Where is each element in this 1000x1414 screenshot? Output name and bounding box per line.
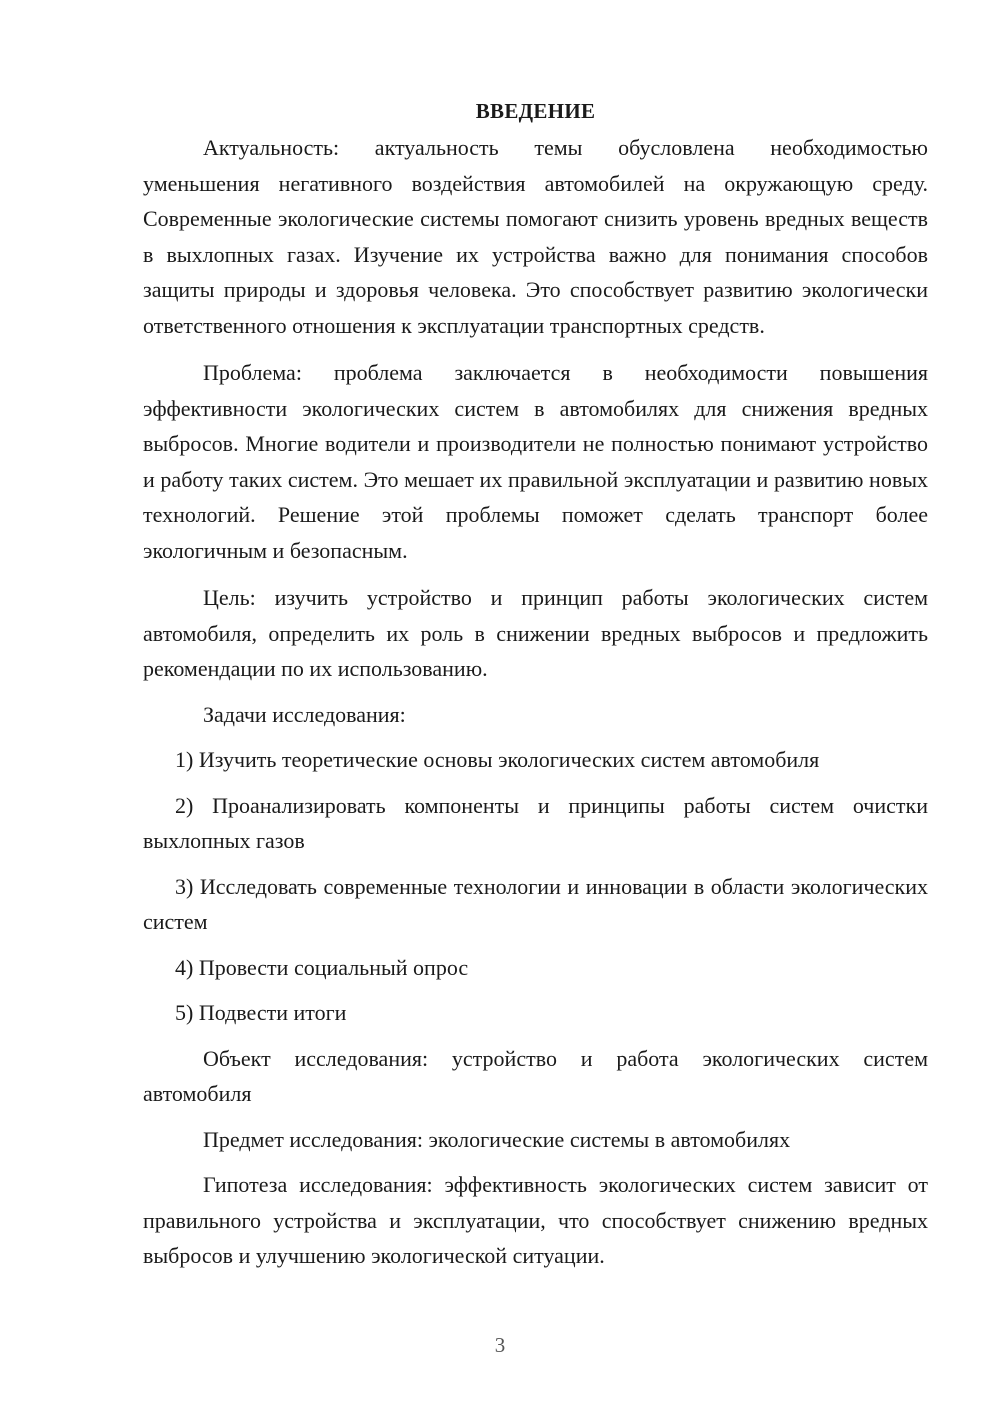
task-item-3: 3) Исследовать современные технологии и инновации в области экологических систем [143, 873, 928, 934]
hypothesis-paragraph: Гипотеза исследования: эффективность экологических систем зависит от правильного устройства и эксплуатации, что способствует снижению вредных выбросов и улучшению экологической ситуации. [143, 1172, 928, 1268]
task-item-4: 4) Провести социальный опрос [175, 954, 469, 980]
object-paragraph: Объект исследования: устройство и работа экологических систем автомобиля [143, 1045, 928, 1106]
subject-paragraph: Предмет исследования: экологические системы в автомобилях [203, 1126, 791, 1152]
relevance-paragraph: Актуальность: актуальность темы обусловлена необходимостью уменьшения негативного воздействия автомобилей на окружающую среду. Современные экологические системы помогают снизить уровень вредных веществ в выхлопных газах. Изучение их устройства важно для понимания способов защиты природы и здоровья человека. Это способствует развитию экологически ответственного отношения к эксплуатации транспортных средств. [143, 135, 928, 338]
tasks-heading: Задачи исследования: [203, 701, 406, 727]
page-number: 3 [494, 1333, 506, 1357]
task-item-1: 1) Изучить теоретические основы экологических систем автомобиля [175, 747, 820, 772]
task-item-2: 2) Проанализировать компоненты и принципы работы систем очистки выхлопных газов [143, 792, 928, 853]
task-item-5: 5) Подвести итоги [175, 1000, 347, 1025]
document-page [143, 95, 928, 1274]
goal-paragraph: Цель: изучить устройство и принцип работы экологических систем автомобиля, определить их роль в снижении вредных выбросов и предложить рекомендации по их использованию. [143, 585, 928, 681]
problem-paragraph: Проблема: проблема заключается в необходимости повышения эффективности экологических систем в автомобилях для снижения вредных выбросов. Многие водители и производители не полностью понимают устройство и работу таких систем. Это мешает их правильной эксплуатации и развитию новых технологий. Решение этой проблемы поможет сделать транспорт более экологичным и безопасным. [143, 360, 928, 563]
section-title: ВВЕДЕНИЕ [475, 99, 596, 123]
